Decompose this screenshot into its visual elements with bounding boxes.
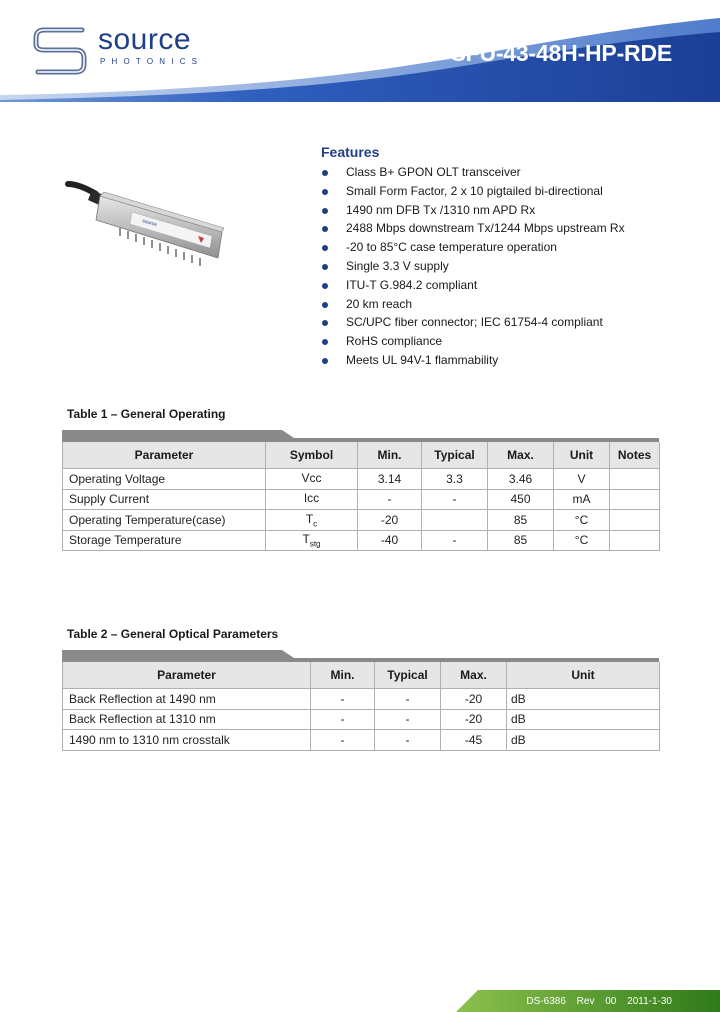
table2-header-cell: Min. bbox=[311, 662, 375, 689]
table1-row bbox=[63, 489, 660, 510]
min-cell: - bbox=[311, 709, 375, 730]
bullet-icon bbox=[322, 302, 328, 308]
feature-item bbox=[321, 276, 625, 295]
unit-cell: °C bbox=[554, 530, 610, 551]
feature-item bbox=[321, 201, 625, 220]
table2-tab-bar bbox=[62, 650, 659, 662]
unit-cell: °C bbox=[554, 510, 610, 531]
min-cell: -20 bbox=[358, 510, 422, 531]
bullet-icon bbox=[322, 245, 328, 251]
symbol-text: Vcc bbox=[301, 470, 322, 485]
logo-mark-icon bbox=[32, 24, 88, 76]
symbol-cell bbox=[266, 530, 358, 551]
feature-text: Meets UL 94V-1 flammability bbox=[346, 352, 499, 367]
parameter-cell: Back Reflection at 1310 nm bbox=[63, 709, 311, 730]
table1-header-row bbox=[63, 442, 660, 469]
feature-text: -20 to 85°C case temperature operation bbox=[346, 240, 557, 255]
transceiver-product-image bbox=[62, 172, 227, 282]
typ-cell: - bbox=[422, 489, 488, 510]
max-cell: 85 bbox=[488, 510, 554, 531]
min-cell: 3.14 bbox=[358, 469, 422, 490]
bullet-icon bbox=[322, 339, 328, 345]
features-heading: Features bbox=[321, 144, 380, 160]
table2-row bbox=[63, 689, 660, 710]
feature-text: 2488 Mbps downstream Tx/1244 Mbps upstream Rx bbox=[346, 221, 625, 236]
max-cell: -20 bbox=[441, 709, 507, 730]
footer-doc-number: DS-6386 bbox=[526, 996, 566, 1007]
notes-cell bbox=[610, 469, 660, 490]
typ-cell: - bbox=[375, 730, 441, 751]
typ-cell: - bbox=[375, 709, 441, 730]
typ-cell: - bbox=[422, 530, 488, 551]
parameter-cell: 1490 nm to 1310 nm crosstalk bbox=[63, 730, 311, 751]
bullet-icon bbox=[322, 208, 328, 214]
bullet-icon bbox=[322, 283, 328, 289]
table2-header-cell: Unit bbox=[507, 662, 660, 689]
table1-header-cell: Unit bbox=[554, 442, 610, 469]
bullet-icon bbox=[322, 320, 328, 326]
symbol-subscript: c bbox=[313, 518, 318, 528]
feature-text: Small Form Factor, 2 x 10 pigtailed bi-directional bbox=[346, 183, 603, 198]
unit-cell: dB bbox=[507, 709, 660, 730]
table1-tab-bar bbox=[62, 430, 659, 442]
symbol-subscript: stg bbox=[309, 539, 321, 549]
table1-header-cell: Min. bbox=[358, 442, 422, 469]
feature-text: Class B+ GPON OLT transceiver bbox=[346, 165, 521, 179]
table1-row bbox=[63, 530, 660, 551]
min-cell: -40 bbox=[358, 530, 422, 551]
feature-item bbox=[321, 219, 625, 238]
footer-doc-info bbox=[526, 996, 672, 1007]
feature-item bbox=[321, 332, 625, 351]
feature-text: 20 km reach bbox=[346, 296, 413, 311]
feature-item bbox=[321, 163, 625, 182]
table1-header-cell: Max. bbox=[488, 442, 554, 469]
product-label-text: source bbox=[141, 218, 158, 229]
logo-wordmark: source bbox=[98, 23, 192, 56]
feature-text: RoHS compliance bbox=[346, 334, 443, 349]
parameter-cell: Storage Temperature bbox=[63, 530, 266, 551]
typ-cell: 3.3 bbox=[422, 469, 488, 490]
feature-text: Single 3.3 V supply bbox=[346, 258, 449, 273]
typ-cell: - bbox=[375, 689, 441, 710]
feature-text: SC/UPC fiber connector; IEC 61754-4 compliant bbox=[346, 315, 603, 330]
features-list bbox=[321, 163, 625, 370]
symbol-cell bbox=[266, 489, 358, 510]
notes-cell bbox=[610, 489, 660, 510]
unit-cell: dB bbox=[507, 689, 660, 710]
min-cell: - bbox=[311, 689, 375, 710]
table2-header-cell: Parameter bbox=[63, 662, 311, 689]
max-cell: 3.46 bbox=[488, 469, 554, 490]
max-cell: 85 bbox=[488, 530, 554, 551]
bullet-icon bbox=[322, 170, 328, 176]
parameter-cell: Operating Temperature(case) bbox=[63, 510, 266, 531]
notes-cell bbox=[610, 530, 660, 551]
feature-text: ITU-T G.984.2 compliant bbox=[346, 277, 478, 292]
table2-header-cell: Typical bbox=[375, 662, 441, 689]
parameter-cell: Operating Voltage bbox=[63, 469, 266, 490]
bullet-icon bbox=[322, 264, 328, 270]
table1-row bbox=[63, 469, 660, 490]
parameter-cell: Back Reflection at 1490 nm bbox=[63, 689, 311, 710]
feature-item bbox=[321, 295, 625, 314]
symbol-text: T bbox=[305, 511, 314, 526]
max-cell: 450 bbox=[488, 489, 554, 510]
table1-row bbox=[63, 510, 660, 531]
bullet-icon bbox=[322, 226, 328, 232]
min-cell: - bbox=[358, 489, 422, 510]
feature-text: 1490 nm DFB Tx /1310 nm APD Rx bbox=[346, 202, 536, 217]
parameter-cell: Supply Current bbox=[63, 489, 266, 510]
feature-item bbox=[321, 238, 625, 257]
footer-date: 2011-1-30 bbox=[627, 996, 672, 1007]
table1-header-cell: Parameter bbox=[63, 442, 266, 469]
table2-header-row bbox=[63, 662, 660, 689]
notes-cell bbox=[610, 510, 660, 531]
source-photonics-logo bbox=[32, 24, 222, 76]
symbol-cell bbox=[266, 510, 358, 531]
unit-cell: V bbox=[554, 469, 610, 490]
feature-item bbox=[321, 257, 625, 276]
table2-row bbox=[63, 709, 660, 730]
part-number-title: SFU-43-48H-HP-RDE bbox=[450, 40, 672, 66]
table2-header-cell: Max. bbox=[441, 662, 507, 689]
feature-item bbox=[321, 182, 625, 201]
table1-general-operating bbox=[62, 442, 660, 551]
bullet-icon bbox=[322, 189, 328, 195]
table1-caption: Table 1 – General Operating bbox=[67, 407, 226, 421]
logo-subtitle: PHOTONICS bbox=[100, 57, 204, 66]
symbol-text: Icc bbox=[303, 491, 320, 506]
table2-caption: Table 2 – General Optical Parameters bbox=[67, 627, 279, 641]
page-header bbox=[0, 0, 720, 102]
table1-header-cell: Notes bbox=[610, 442, 660, 469]
feature-item bbox=[321, 313, 625, 332]
bullet-icon bbox=[322, 358, 328, 364]
table2-row bbox=[63, 730, 660, 751]
table1-header-cell: Symbol bbox=[266, 442, 358, 469]
unit-cell: dB bbox=[507, 730, 660, 751]
unit-cell: mA bbox=[554, 489, 610, 510]
min-cell: - bbox=[311, 730, 375, 751]
max-cell: -45 bbox=[441, 730, 507, 751]
feature-item bbox=[321, 351, 625, 370]
table1-header-cell: Typical bbox=[422, 442, 488, 469]
typ-cell bbox=[422, 510, 488, 531]
symbol-cell bbox=[266, 469, 358, 490]
footer-revision: Rev 00 bbox=[576, 996, 617, 1007]
max-cell: -20 bbox=[441, 689, 507, 710]
table2-optical-parameters bbox=[62, 662, 660, 751]
symbol-text: T bbox=[302, 532, 310, 547]
